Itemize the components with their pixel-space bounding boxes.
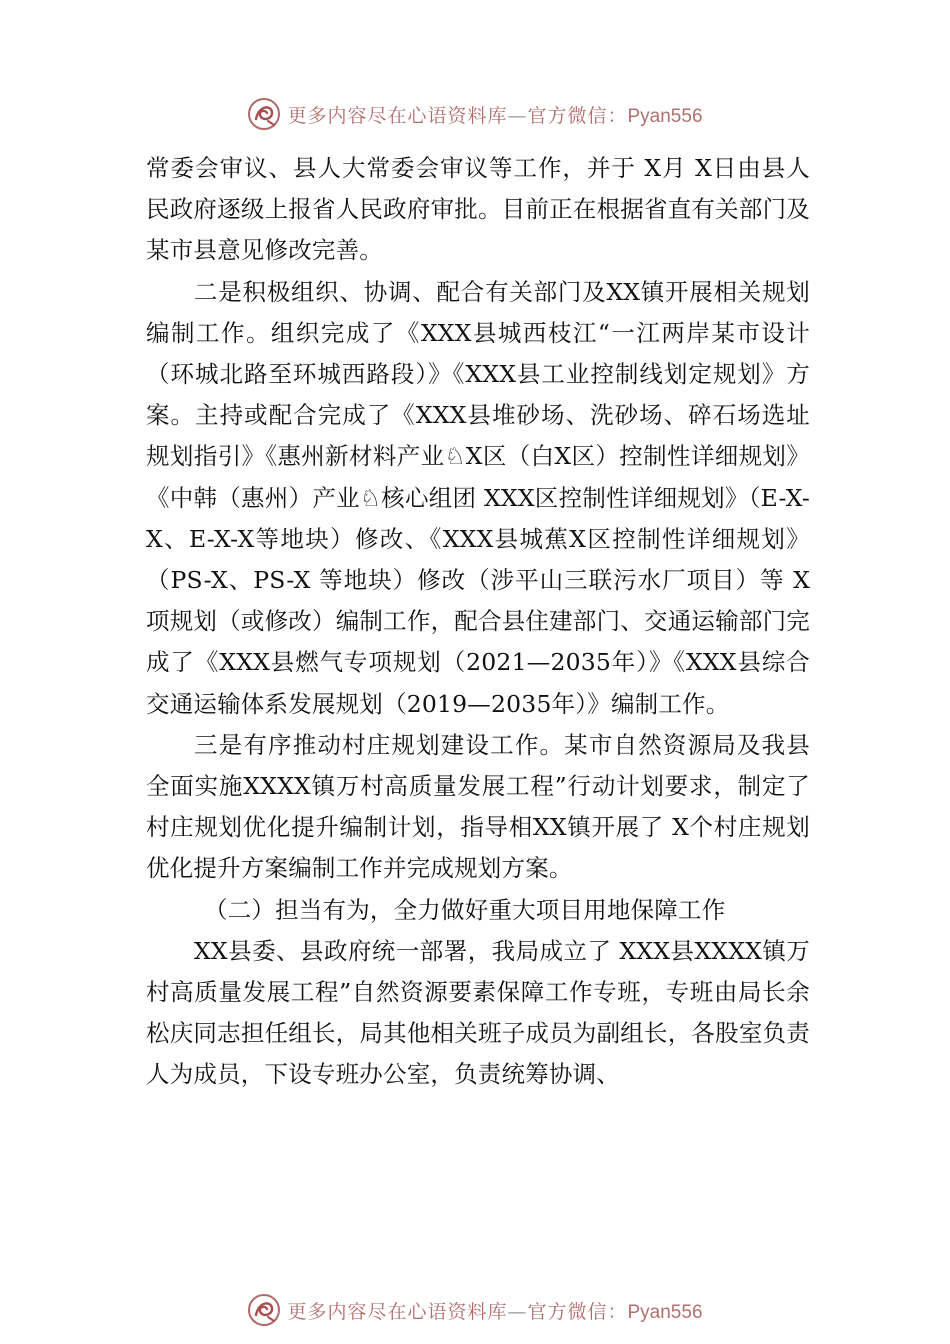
swirl-seal-icon [247, 97, 281, 131]
watermark-footer [0, 1290, 950, 1330]
paragraph: 三是有序推动村庄规划建设工作。某市自然资源局及我县全面实施XXXX镇万村高质量发展工程”行动计划要求，制定了村庄规划优化提升编制计划，指导相XX镇开展了 X个村庄规划优化提升方案编制工作并完成规划方案。 [146, 730, 810, 883]
watermark-header [0, 94, 950, 134]
swirl-seal-icon [247, 1293, 281, 1327]
paragraph: 二是积极组织、协调、配合有关部门及XX镇开展相关规划编制工作。组织完成了《XXX县城西枝江“一江两岸某市设计（环城北路至环城西路段）》《XXX县工业控制线划定规划》方案。主持或配合完成了《XXX县堆砂场、洗砂场、碎石场选址规划指引》《惠州新材料产业♘X区（白X区）控制性详细规划》《中韩（惠州）产业♘核心组团 XXX区控制性详细规划》（E-X-X、E-X-X等地块）修改、《XXX县城蕉X区控制性详细规划》（PS-X、PS-X 等地块）修改（涉平山三联污水厂项目）等 X 项规划（或修改）编制工作，配合县住建部门、交通运输部门完成了《XXX县燃气专项规划（2021—2035年）》《XXX县综合交通运输体系发展规划（2019—2035年）》编制工作。 [146, 277, 810, 718]
paragraph: 常委会审议、县人大常委会审议等工作，并于 X月 X日由县人民政府逐级上报省人民政府审批。目前正在根据省直有关部门及某市县意见修改完善。 [146, 154, 810, 265]
paragraph: XX县委、县政府统一部署，我局成立了 XXX县XXXX镇万村高质量发展工程”自然资源要素保障工作专班，专班由局长余松庆同志担任组长，局其他相关班子成员为副组长，各股室负责人为成员，下设专班办公室，负责统筹协调、 [146, 936, 810, 1089]
watermark-text: 更多内容尽在心语资料库—官方微信：Pyan556 [287, 1300, 703, 1323]
watermark-text: 更多内容尽在心语资料库—官方微信：Pyan556 [287, 104, 703, 127]
document-body [146, 148, 810, 1096]
section-heading: （二）担当有为，全力做好重大项目用地保障工作 [204, 895, 726, 924]
